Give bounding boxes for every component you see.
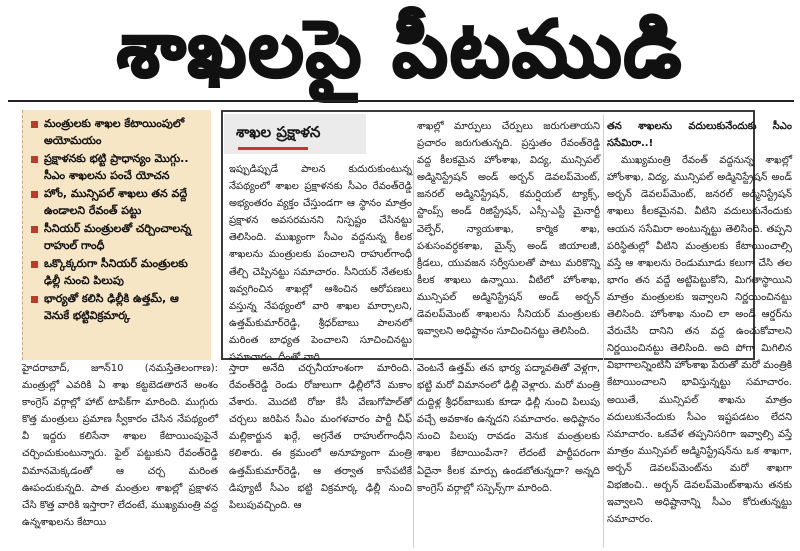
body-column-1-text: స్తారా అనేది చర్చనీయాంశంగా మారింది. రేవంత్‌రెడ్డి రెండు రోజులుగా ఢిల్లీలోనే మకాం వేశారు. మొదటి రోజు కేసీ వేణుగోపాల్‌తో చర్చలు జరిపిన సీఎం మంగళవారం పార్టీ చీఫ్ మల్లికార్జున ఖర్గే, అగ్రనేత రాహుల్‌గాంధీని కలిశారు. ఈ క్రమంలో అనూహ్యంగా మంత్రి ఉత్తమ్‌కుమార్‌రెడ్డి, ఆ తర్వాత కాసేపటికే డిప్యూటీ సీఎం భట్టి విక్రమార్క ఢిల్లీ నుంచి పిలుపువచ్చింది. ఆ bbox=[229, 363, 412, 511]
highlights-box bbox=[22, 110, 211, 360]
dateline-text: హైదరాబాద్, జూన్10 (నమస్తేతెలంగాణ): మంత్రుల్లో ఎవరికి ఏ శాఖ కట్టబెడతారనే అంశం కాంగ్రెస్ వర్గాల్లో హాట్ టాపిక్‌గా మారింది. ముగ్గురు కొత్త మంత్రులు ప్రమాణ స్వీకారం చేసిన నేపథ్యంలో వీ ఇద్దరు కలిసేనా శాఖల కేటాయింపుపైనే చర్చించుకుంటున్నారు. ఫైల్ పట్టుకుని రేవంత్‌రెడ్డి విమానమెక్కడంతో ఆ చర్చ మరింత ఊపందుకున్నది. పాత మంత్రుల శాఖల్లో ప్రక్షాళన చేసి కొత్త వారికి ఇస్తారా? లేదంటే, ముఖ్యమంత్రి వద్ద ఉన్నశాఖలను కేటాయి bbox=[22, 363, 218, 528]
highlight-item: మంత్రులకు శాఖల కేటాయింపులో అయోమయం bbox=[31, 116, 205, 149]
headline-rule bbox=[8, 100, 794, 102]
highlight-item: ఒక్కొక్కరుగా సీనియర్ మంత్రులకు ఢిల్లీ నుంచి పిలుపు bbox=[31, 256, 205, 289]
right-column-subhead: తన శాఖలను వదులుకునేందుకు సీఎం ససేమిరా..! bbox=[607, 121, 792, 150]
highlight-item: సీనియర్ మంత్రులతో చర్చించాలన్న రాహుల్ గాంధీ bbox=[31, 221, 205, 254]
column-divider bbox=[603, 115, 604, 548]
headline-text: శాఖలపై పీటముడి bbox=[116, 5, 684, 95]
body-column-2-text: వెంటనే ఉత్తమ్ తన భార్య పద్మావతితో వెళ్లగా, భట్టి మరో విమానంలో ఢిల్లీ వెళ్లారు. మరో మంత్రి దుద్దిళ్ల శ్రీధర్‌బాబుకు కూడా ఢిల్లీ నుంచి పిలుపు వచ్చే అవకాశం ఉన్నదని సమాచారం. అధిష్టానం నుంచి పిలుపు రావడం వెనుక మంత్రులకు శాఖల కేటాయింపేనా? లేదంటే పార్టీపరంగా ఏదైనా కీలక మార్పు ఉండబోతున్నదా? అన్నది కాంగ్రెస్ వర్గాల్లో సస్పెన్స్‌గా మారింది. bbox=[417, 363, 600, 494]
highlight-item: హోం, మున్సిపల్ శాఖలు తన వద్దే ఉండాలని రేవంత్ పట్టు bbox=[31, 186, 205, 219]
box-title-text: శాఖల ప్రక్షాళన bbox=[236, 123, 321, 141]
highlights-list bbox=[23, 110, 211, 324]
dateline-paragraph bbox=[22, 360, 218, 531]
column-divider bbox=[413, 160, 414, 548]
right-column-text: ముఖ్యమంత్రి రేవంత్ వద్దనున్న శాఖల్లో హోంశాఖ, విద్య, మున్సిపల్ అడ్మినిస్ట్రేషన్ అండ్ అర్బన్ డెవలప్‌మెంట్, జనరల్ అడ్మినిస్ట్రేషన్ శాఖలు కీలకమైనవి. వీటిని వదులుకునేందుకు ఆయన ససేమిరా అంటున్నట్టు తెలిసింది. తప్పని పరిస్థితుల్లో వీటిని మంత్రులకు కేటాయించాల్సి వస్తే ఆ శాఖలను రెండుమూడు కలుగా చేసి తల భాగం తన వద్దే అట్టిపెట్టుకోని, మిగతాస్థాయిని మాత్రం మంత్రులకు ఇవ్వాలని నిర్ణయించినట్టు తెలిసింది. హోంశాఖ నుంచి లా అండ్ ఆర్డర్‌ను వేరుచేసి దానిని తన వద్ద ఉంచుకోవాలని నిర్ణయించినట్టు తెలిసింది. అది పోగా మిగిలిన విభాగాలన్నింటినీ హోంశాఖ పేరుతో మరో మంత్రికి కేటాయించాలని భావిస్తున్నట్టు సమాచారం. అయితే, మున్సిపల్ శాఖను మాత్రం వదులుకునేందుకు సీఎం ఇష్టపడటం లేదని సమాచారం. ఒకవేళ తప్పనిసరిగా ఇవ్వాల్సి వస్తే మాత్రం మున్సిపల్ అడ్మినిస్ట్రేషన్‌ను ఒక శాఖగా, అర్బన్ డెవలప్‌మెంట్‌ను మరో శాఖగా విభజించి.. అర్బన్ డెవలప్‌మెంట్‌శాఖను తనకు ఇవ్వాలని అధిష్టానాన్ని సీఎం కోరుతున్నట్టు సమాచారం. bbox=[607, 155, 792, 526]
box-column-1 bbox=[229, 161, 412, 366]
box-column-2 bbox=[417, 118, 600, 340]
box-title bbox=[224, 114, 366, 154]
box-column-2-text: శాఖల్లో మార్పులు చేర్పులు జరుగుతాయని ప్రచారం జరుగుతున్నది. ప్రస్తుతం రేవంత్‌రెడ్డి వద్ద కీలకమైన హోంశాఖ, విద్య, మున్సిపల్ అడ్మినిస్ట్రేషన్ అండ్ అర్బన్ డెవలప్‌మెంట్, జనరల్ అడ్మినిస్ట్రేషన్, కమర్షియల్ ట్యాక్స్, స్టాంప్స్ అండ్ రిజిస్ట్రేషన్, ఎస్సీ-ఎస్టీ మైనార్టీ వెల్ఫేర్, న్యాయశాఖ, కార్మిక శాఖ, పశుసంవర్ధకశాఖ, మైన్స్ అండ్ జియాలజీ, క్రీడలు, యువజన సర్వీసులతో పాటు మరికొన్ని కీలక శాఖలు ఉన్నాయి. వీటిలో హోంశాఖ, మున్సిపల్ అడ్మినిస్ట్రేషన్ అండ్ అర్బన్ డెవలప్‌మెంట్ శాఖలను సీనియర్ మంత్రులకు ఇవ్వాలని అధిష్టానం సూచించినట్టు తెలిసింది. bbox=[417, 121, 600, 338]
headline bbox=[0, 0, 800, 100]
right-column bbox=[607, 118, 792, 528]
box-column-1-text: ఇప్పుడిప్పుడే పాలన కుదురుకుంటున్న నేపథ్యంలో శాఖల ప్రక్షాళనకు సీఎం రేవంత్‌రెడ్డి అభ్యంతరం వ్యక్తం చేస్తుండగా ఆ స్థానం మాత్రం ప్రక్షాళన అవసరమనని నిస్పష్టం చేసినట్టు తెలిసింది. ముఖ్యంగా సీఎం వద్దనున్న కీలక శాఖలను మంత్రులకు పంచాలని రాహుల్‌గాంధీ తేల్చి చెప్పినట్టు సమాచారం. సీనియర్ నేతలకు ఇవ్వగించిన శాఖల్లో ఆశించిన ఆరోపణలు వస్తున్న నేపథ్యంలో వారి శాఖల మార్పాలని, ఉత్తమ్‌కుమార్‌రెడ్డి, శ్రీధర్‌బాబు పాలనలో మరింత బాధ్యత పెంచాలని సూచించినట్టు సమాచారం. దీంతో వారి bbox=[229, 164, 412, 364]
body-column-2 bbox=[417, 360, 600, 497]
body-column-1 bbox=[229, 360, 412, 514]
highlight-item: భార్యతో కలిసి ఢిల్లీకి ఉత్తమ్, ఆ వెనుకే భట్టివిక్రమార్క bbox=[31, 291, 205, 324]
highlight-item: ప్రక్షాళనకు భట్టి ప్రాధాన్యం మొగ్గు.. సీఎం శాఖలను పంచే యోచన bbox=[31, 151, 205, 184]
